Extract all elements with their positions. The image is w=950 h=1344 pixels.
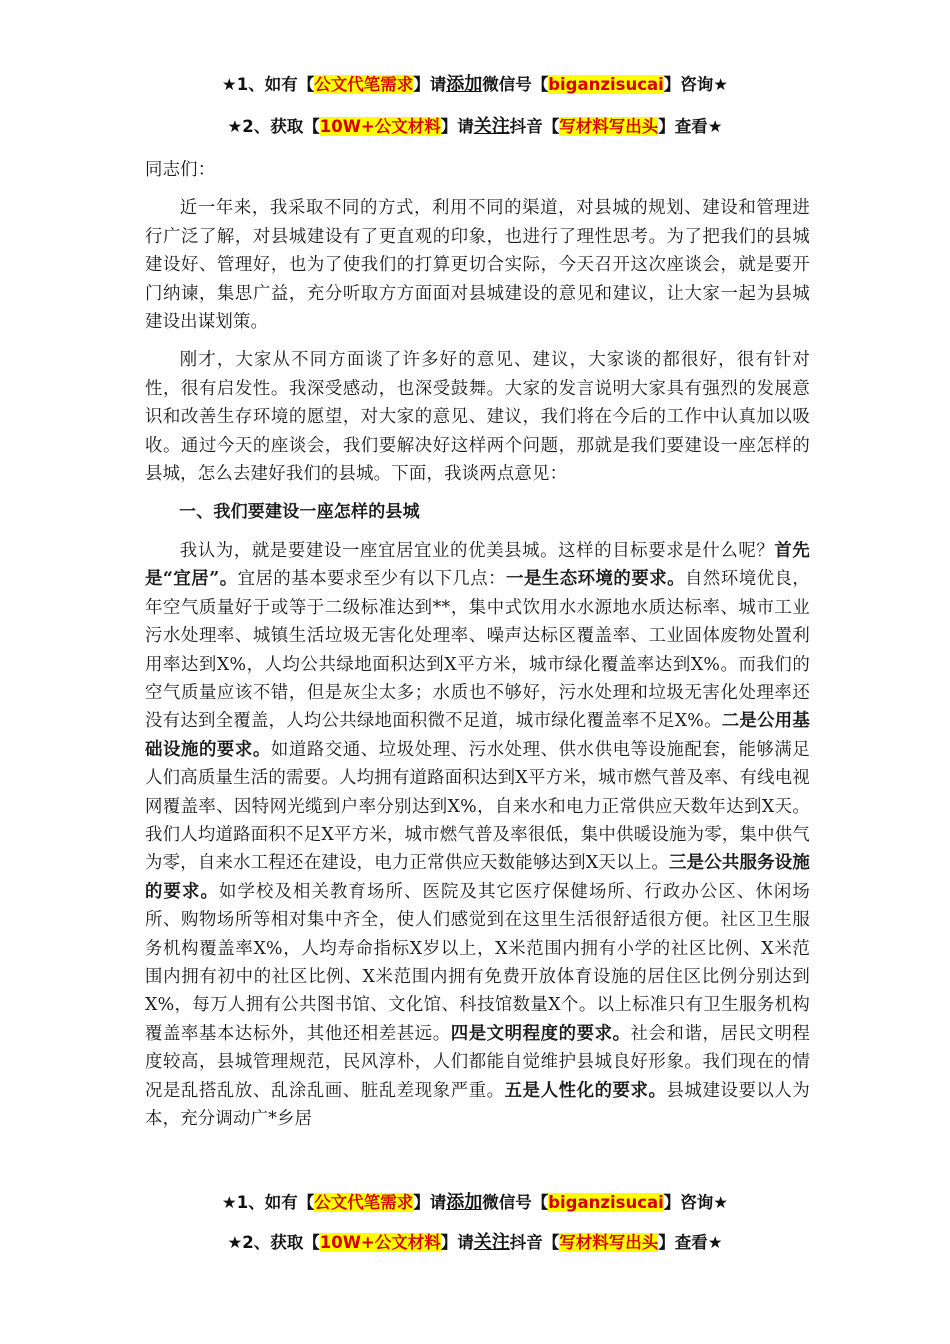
paragraph-text: 社会和谐，居民文明程度较高，县城管理规范，民风淳朴，人们都能自觉维护县城良好形象。我们现在的情况是乱搭乱放、乱涂乱画、脏乱差现象严重。 [145, 1023, 810, 1101]
banner-text: 微信号【 [482, 75, 549, 94]
banner-text: 】咨询★ [663, 1193, 729, 1212]
banner-text: 微信号【 [482, 1193, 549, 1212]
banner-text: 】请 [413, 1193, 447, 1212]
paragraph-text: 如学校及相关教育场所、医院及其它医疗保健场所、行政办公区、休闲场所、购物场所等相对集中齐全，使人们感觉到在这里生活很舒适很方便。社区卫生服务机构覆盖率X%，人均寿命指标X岁以上，X米范围内拥有小学的社区比例、X米范围内拥有初中的社区比例、X米范围内拥有免费开放体育设施的居住区比例分别达到X%，每万人拥有公共图书馆、文化馆、科技馆数量X个。以上标准只有卫生服务机构覆盖率基本达标外，其他还相差甚远。 [145, 881, 810, 1044]
banner-highlight: 公文代笔需求 [314, 75, 414, 94]
banner-text: 抖音【 [509, 117, 560, 136]
promo-banner-top-line2 [0, 112, 950, 138]
banner-text: 】请 [440, 117, 474, 136]
banner-text: 抖音【 [509, 1233, 560, 1252]
bold-lead: 四是文明程度的要求。 [450, 1023, 631, 1044]
section-heading: 一、我们要建设一座怎样的县城 [179, 502, 420, 523]
document-body [145, 156, 810, 1133]
paragraph-text: 县城建设要以人为本，充分调动广*乡居 [145, 1080, 810, 1129]
banner-highlight: 10W+公文材料 [319, 117, 441, 136]
banner-text: 】请 [413, 75, 447, 94]
banner-underlined-text: 添加 [446, 1192, 483, 1213]
bold-lead: 二是公用基础设施的要求。 [145, 711, 810, 760]
salutation: 同志们： [145, 160, 216, 180]
banner-text: 】请 [440, 1233, 474, 1252]
promo-banner-top-line1 [0, 70, 950, 96]
banner-text: ★2、获取【 [227, 117, 320, 136]
banner-highlight: 公文代笔需求 [314, 1193, 414, 1212]
paragraph-intro: 近一年来，我采取不同的方式，利用不同的渠道，对县城的规划、建设和管理进行广泛了解，对县城建设有了更直观的印象，也进行了理性思考。为了把我们的县城建设好、管理好，也为了使我们的打算更切合实际，今天召开这次座谈会，就是要开门纳谏，集思广益，充分听取方方面面对县城建设的意见和建议，让大家一起为县城建设出谋划策。 [145, 198, 810, 333]
banner-highlight: biganzisucai [548, 75, 664, 94]
paragraph-text: 如道路交通、垃圾处理、污水处理、供水供电等设施配套，能够满足人们高质量生活的需要。人均拥有道路面积达到X平方米，城市燃气普及率、有线电视网覆盖率、因特网光缆到户率分别达到X%，自来水和电力正常供应天数年达到X天。我们人均道路面积不足X平方米，城市燃气普及率很低，集中供暖设施为零，集中供气为零，自来水工程还在建设，电力正常供应天数能够达到X天以上。 [145, 739, 810, 874]
banner-underlined-text: 添加 [446, 74, 483, 95]
banner-highlight: 10W+公文材料 [319, 1233, 441, 1252]
banner-highlight: biganzisucai [548, 1193, 664, 1212]
bold-lead: 五是人性化的要求。 [504, 1080, 667, 1101]
banner-highlight: 写材料写出头 [559, 117, 659, 136]
banner-text: ★2、获取【 [227, 1233, 320, 1252]
promo-banner-bottom-line1 [0, 1188, 950, 1214]
banner-text: 】查看★ [658, 1233, 723, 1252]
banner-highlight: 写材料写出头 [559, 1233, 659, 1252]
paragraph-text: 我认为，就是要建设一座宜居宜业的优美县城。这样的目标要求是什么呢？ [179, 540, 775, 561]
bold-lead: 一是生态环境的要求。 [506, 569, 686, 590]
banner-text: ★1、如有【 [221, 1193, 315, 1212]
banner-text: ★1、如有【 [221, 75, 315, 94]
banner-text: 】咨询★ [663, 75, 729, 94]
paragraph-feedback: 刚才，大家从不同方面谈了许多好的意见、建议，大家谈的都很好，很有针对性，很有启发性。我深受感动，也深受鼓舞。大家的发言说明大家具有强烈的发展意识和改善生存环境的愿望，对大家的意见、建议，我们将在今后的工作中认真加以吸收。通过今天的座谈会，我们要解决好这样两个问题，那就是我们要建设一座怎样的县城，怎么去建好我们的县城。下面，我谈两点意见： [145, 350, 810, 485]
banner-underlined-text: 关注 [473, 116, 510, 137]
paragraph-requirements [145, 537, 810, 1134]
banner-text: 】查看★ [658, 117, 723, 136]
paragraph-text: 自然环境优良，年空气质量好于或等于二级标准达到**，集中式饮用水水源地水质达标率、城市工业污水处理率、城镇生活垃圾无害化处理率、噪声达标区覆盖率、工业固体废物处置利用率达到X%，人均公共绿地面积达到X平方米，城市绿化覆盖率达到X%。而我们的空气质量应该不错，但是灰尘太多；水质也不够好，污水处理和垃圾无害化处理率还没有达到全覆盖，人均公共绿地面积微不足道，城市绿化覆盖率不足X%。 [145, 569, 810, 732]
banner-underlined-text: 关注 [473, 1232, 510, 1253]
bold-lead: 三是公共服务设施的要求。 [145, 853, 810, 902]
paragraph-text: 宜居的基本要求至少有以下几点： [237, 569, 507, 590]
promo-banner-bottom-line2 [0, 1228, 950, 1254]
bold-lead: 首先是“宜居”。 [145, 540, 810, 590]
